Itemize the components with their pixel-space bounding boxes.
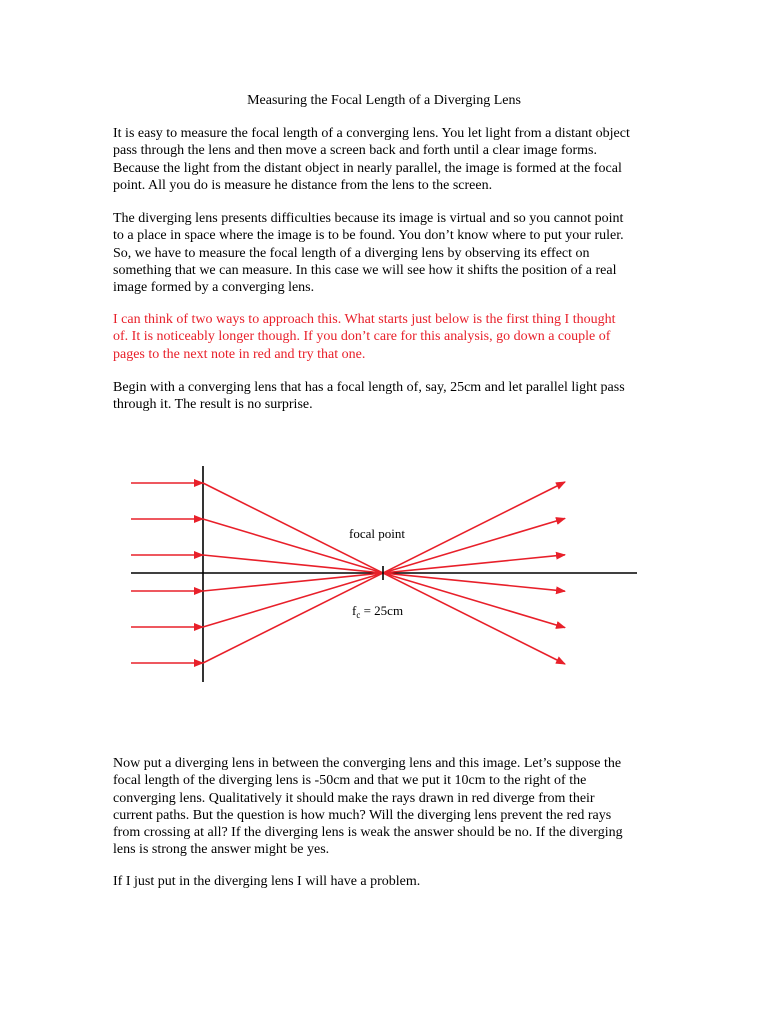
focal-length-symbol: f <box>352 603 357 618</box>
focal-length-subscript: c <box>356 610 361 620</box>
text-line: from crossing at all? If the diverging lens is weak the answer should be no. If the diverging <box>113 825 623 841</box>
text-line: I can think of two ways to approach this. What starts just below is the first thing I thought <box>113 312 616 327</box>
text-line: pass through the lens and then move a screen back and forth until a clear image forms. <box>113 143 598 159</box>
focal-length-label <box>352 603 403 620</box>
text-line: lens is strong the answer might be yes. <box>113 842 330 858</box>
text-line: focal length of the diverging lens is -50cm and that we put it 10cm to the right of the <box>113 773 587 789</box>
text-line: If I just put in the diverging lens I will have a problem. <box>113 874 421 889</box>
text-line: of. It is noticeably longer though. If you don’t care for this analysis, go down a couple of <box>113 329 611 345</box>
paragraph-problem <box>113 873 658 890</box>
text-line: So, we have to measure the focal length of a diverging lens by observing its effect on <box>113 245 590 261</box>
focal-point-label: focal point <box>349 526 405 541</box>
paragraph-diverging-inserted <box>113 755 658 859</box>
text-line: Because the light from the distant object in nearly parallel, the image is formed at the focal <box>113 160 622 176</box>
focal-length-value: = 25cm <box>360 603 404 618</box>
text-line: It is easy to measure the focal length of a converging lens. You let light from a distant object <box>113 126 630 141</box>
text-line: The diverging lens presents difficulties because its image is virtual and so you cannot point <box>113 211 624 226</box>
document-title: Measuring the Focal Length of a Diverging Lens <box>247 93 521 108</box>
text-line: Begin with a converging lens that has a focal length of, say, 25cm and let parallel light pass <box>113 380 625 395</box>
text-line: to a place in space where the image is to be found. You don’t know where to put your ruler. <box>113 228 624 244</box>
text-line: something that we can measure. In this case we will see how it shifts the position of a real <box>113 262 617 278</box>
text-line: image formed by a converging lens. <box>113 280 315 296</box>
text-line: point. All you do is measure he distance from the lens to the screen. <box>113 177 493 193</box>
text-line: converging lens. Qualitatively it should make the rays drawn in red diverge from their <box>113 790 595 806</box>
text-line: through it. The result is no surprise. <box>113 397 313 413</box>
text-line: pages to the next note in red and try that one. <box>113 346 366 362</box>
text-line: current paths. But the question is how much? Will the diverging lens prevent the red rays <box>113 807 612 823</box>
text-line: Now put a diverging lens in between the converging lens and this image. Let’s suppose the <box>113 756 622 771</box>
